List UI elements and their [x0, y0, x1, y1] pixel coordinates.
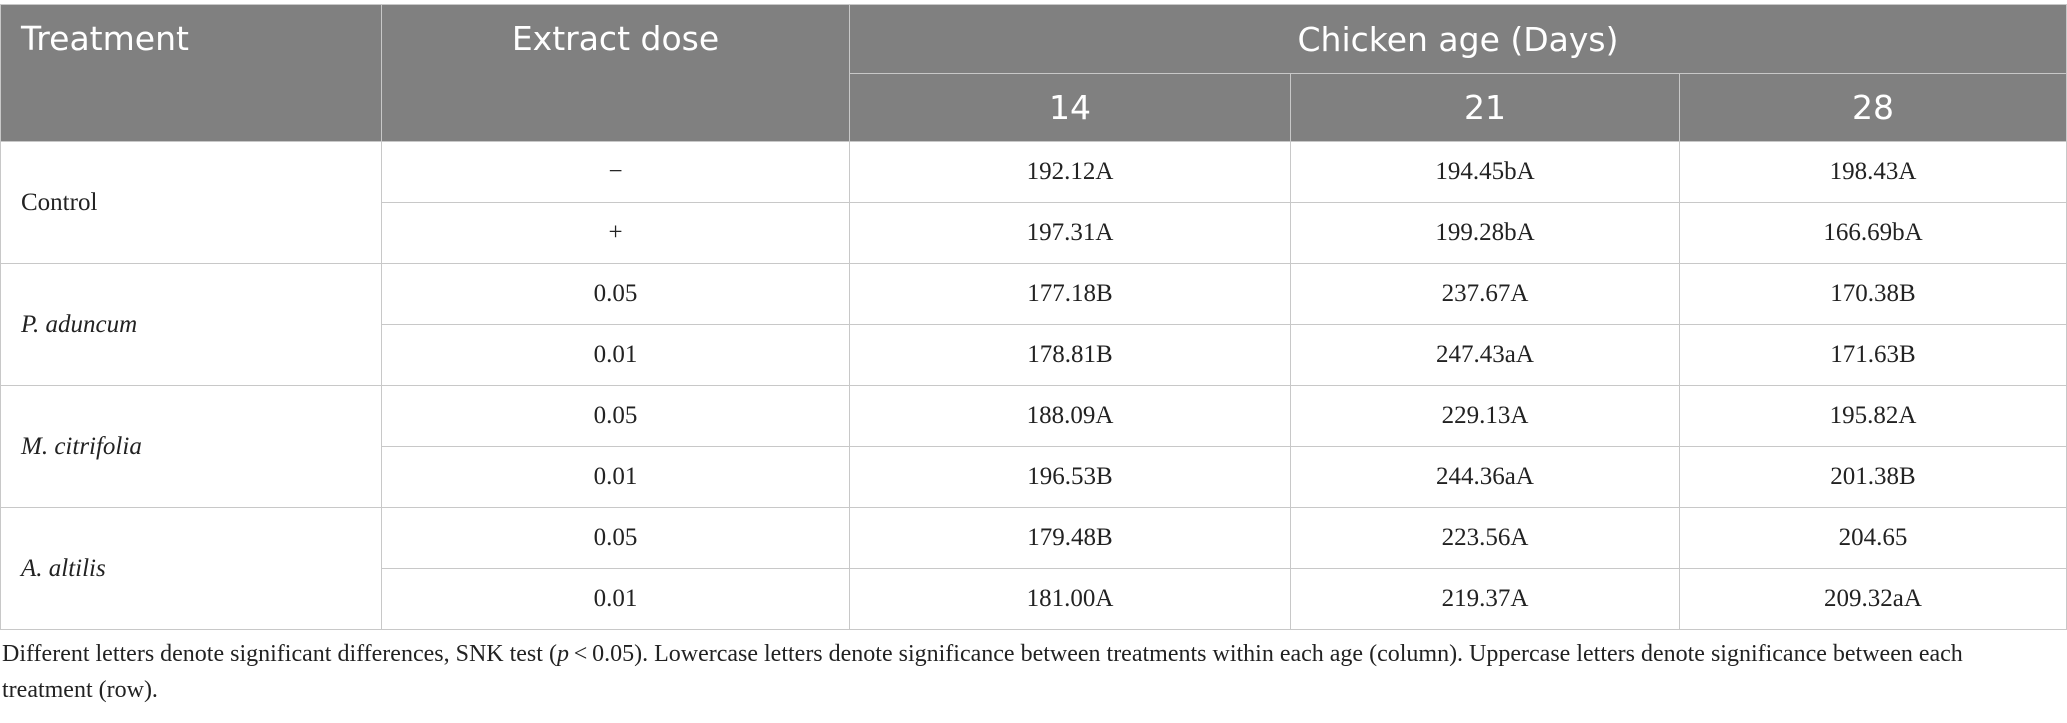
value-cell-day21: 199.28bA	[1291, 203, 1680, 264]
value-cell-day14: 177.18B	[850, 264, 1291, 325]
dose-cell: −	[382, 142, 850, 203]
value-cell-day14: 181.00A	[850, 569, 1291, 630]
data-table	[0, 4, 2067, 630]
header-extract-dose: Extract dose	[382, 5, 850, 142]
dose-cell: 0.05	[382, 264, 850, 325]
dose-cell: 0.05	[382, 508, 850, 569]
value-cell-day28: 204.65	[1680, 508, 2067, 569]
value-cell-day21: 229.13A	[1291, 386, 1680, 447]
table-header	[1, 5, 2067, 142]
value-cell-day14: 197.31A	[850, 203, 1291, 264]
dose-cell: 0.01	[382, 447, 850, 508]
footnote-text-start: Different letters denote significant differences, SNK test (	[2, 641, 557, 667]
table-row	[1, 142, 2067, 203]
value-cell-day21: 237.67A	[1291, 264, 1680, 325]
treatment-m-citrifolia: M. citrifolia	[1, 386, 382, 508]
dose-cell: 0.05	[382, 386, 850, 447]
table-body	[1, 142, 2067, 630]
value-cell-day21: 194.45bA	[1291, 142, 1680, 203]
value-cell-day14: 192.12A	[850, 142, 1291, 203]
value-cell-day14: 179.48B	[850, 508, 1291, 569]
value-cell-day28: 209.32aA	[1680, 569, 2067, 630]
footnote-text-end: < 0.05). Lowercase letters denote significance between treatments within each age (column). Uppercase letters denote significance between each treatment (row).	[2, 641, 1963, 703]
dose-cell: 0.01	[382, 569, 850, 630]
value-cell-day28: 166.69bA	[1680, 203, 2067, 264]
value-cell-day21: 223.56A	[1291, 508, 1680, 569]
value-cell-day28: 195.82A	[1680, 386, 2067, 447]
header-day-14: 14	[850, 74, 1291, 142]
value-cell-day14: 196.53B	[850, 447, 1291, 508]
header-day-21: 21	[1291, 74, 1680, 142]
table-row	[1, 264, 2067, 325]
value-cell-day28: 198.43A	[1680, 142, 2067, 203]
dose-cell: +	[382, 203, 850, 264]
treatment-control: Control	[1, 142, 382, 264]
value-cell-day28: 171.63B	[1680, 325, 2067, 386]
table-row	[1, 508, 2067, 569]
value-cell-day14: 178.81B	[850, 325, 1291, 386]
value-cell-day28: 170.38B	[1680, 264, 2067, 325]
value-cell-day14: 188.09A	[850, 386, 1291, 447]
value-cell-day28: 201.38B	[1680, 447, 2067, 508]
treatment-a-altilis: A. altilis	[1, 508, 382, 630]
header-day-28: 28	[1680, 74, 2067, 142]
dose-cell: 0.01	[382, 325, 850, 386]
table-footnote	[2, 636, 2052, 708]
header-treatment: Treatment	[1, 5, 382, 142]
page	[0, 4, 2067, 708]
table-row	[1, 386, 2067, 447]
value-cell-day21: 247.43aA	[1291, 325, 1680, 386]
value-cell-day21: 244.36aA	[1291, 447, 1680, 508]
treatment-p-aduncum: P. aduncum	[1, 264, 382, 386]
value-cell-day21: 219.37A	[1291, 569, 1680, 630]
header-chicken-age: Chicken age (Days)	[850, 5, 2067, 74]
footnote-p-symbol: p	[556, 641, 569, 667]
